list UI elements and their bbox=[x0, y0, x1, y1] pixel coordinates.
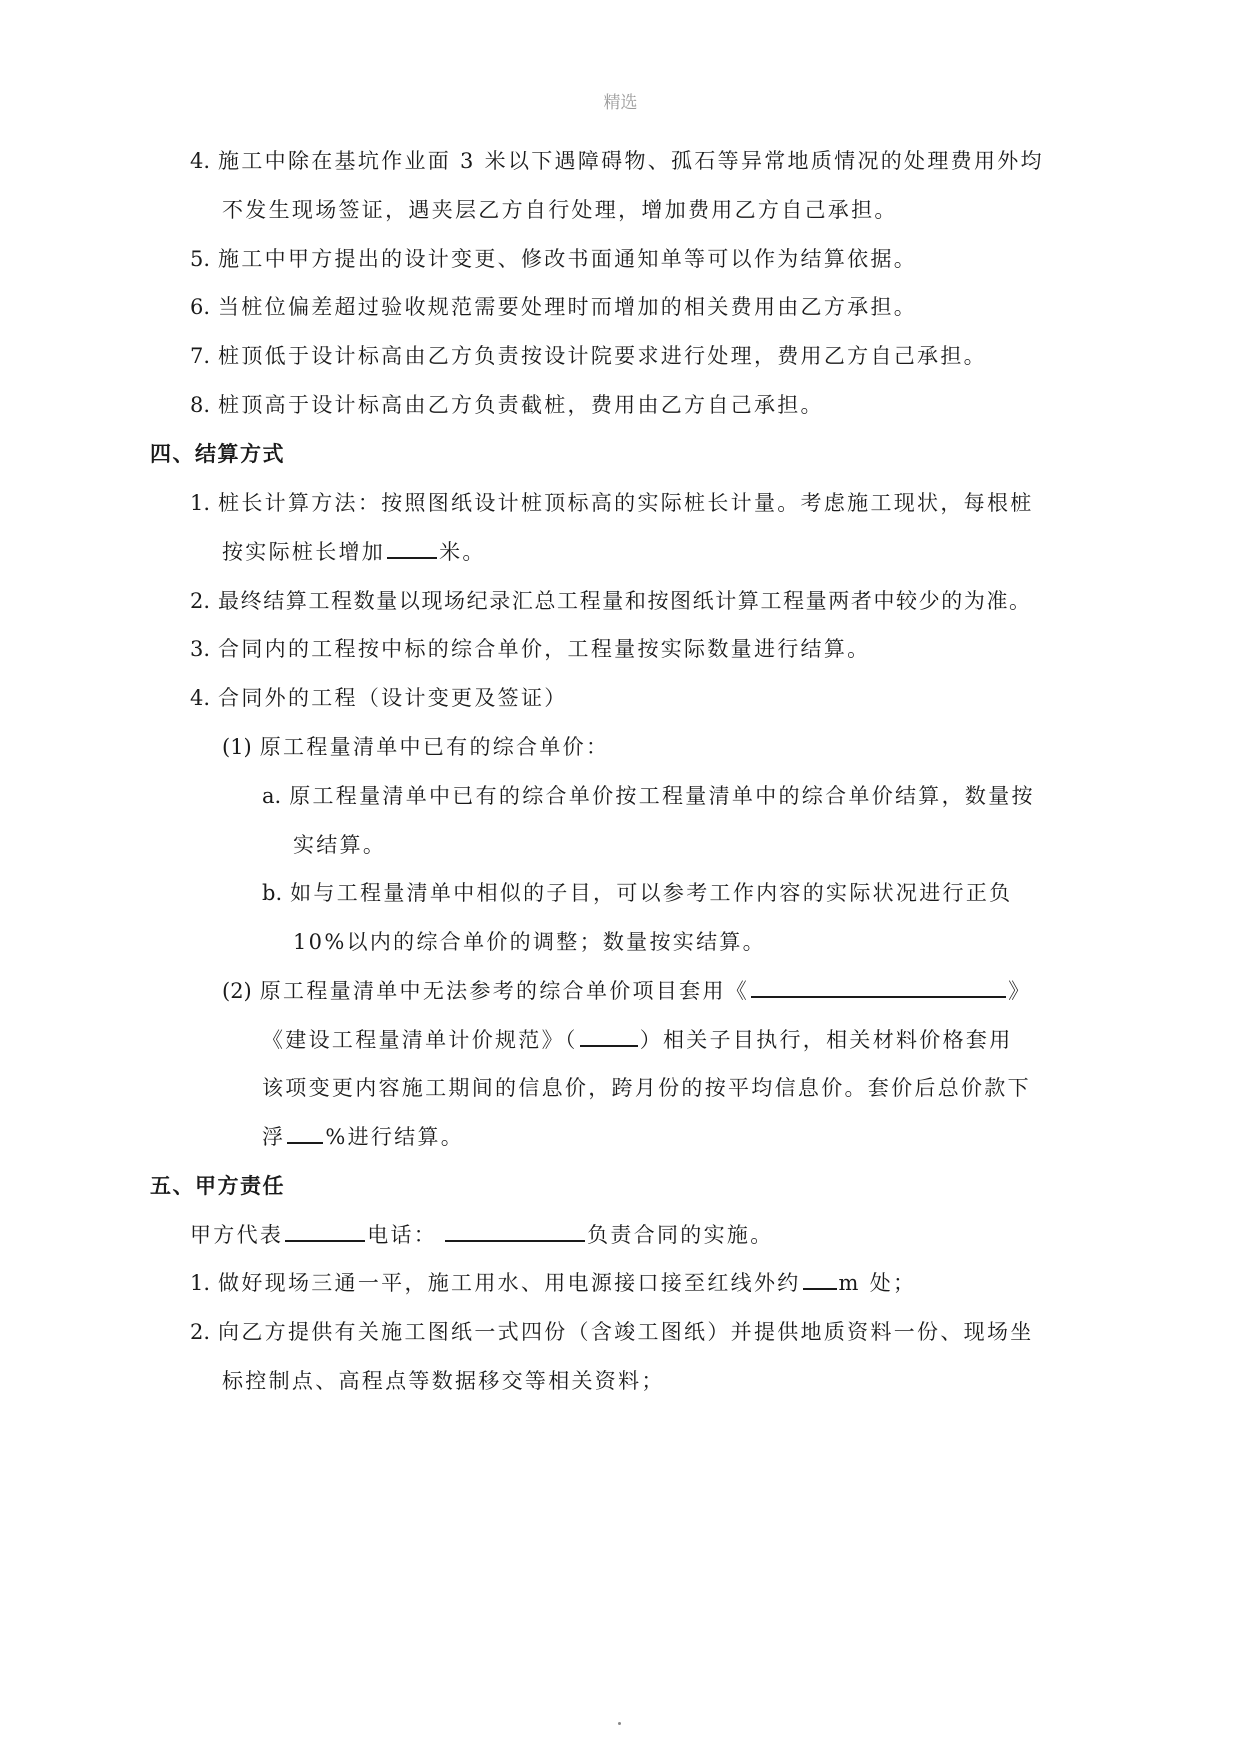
party-a-2-line-2: 标控制点、高程点等数据移交等相关资料； bbox=[222, 1369, 665, 1393]
fill-blank-pile-length[interactable] bbox=[387, 537, 437, 559]
settlement-4 bbox=[190, 683, 568, 713]
clause-text: 做好现场三通一平，施工用水、用电源接口接至红线外约 bbox=[218, 1271, 801, 1295]
clause-text: 当桩位偏差超过验收规范需要处理时而增加的相关费用由乙方承担。 bbox=[218, 295, 918, 319]
clause-number: 5. bbox=[190, 247, 211, 271]
clause-text: 向乙方提供有关施工图纸一式四份（含竣工图纸）并提供地质资料一份、现场坐 bbox=[218, 1320, 1034, 1344]
settlement-4-sub-1b-line-2: 10%以内的综合单价的调整；数量按实结算。 bbox=[293, 930, 766, 954]
clause-text: 桩长计算方法：按照图纸设计桩顶标高的实际桩长计量。考虑施工现状，每根桩 bbox=[218, 491, 1034, 515]
clause-text: %进行结算。 bbox=[325, 1125, 465, 1149]
settlement-4-sub-2-line-4 bbox=[262, 1122, 464, 1152]
clause-text: 合同内的工程按中标的综合单价，工程量按实际数量进行结算。 bbox=[218, 637, 871, 661]
party-a-representative bbox=[190, 1220, 774, 1250]
page-header: 精选 bbox=[603, 93, 638, 113]
settlement-1-line-2 bbox=[222, 537, 486, 567]
clause-text: 最终结算工程数量以现场纪录汇总工程量和按图纸计算工程量两者中较少的为准。 bbox=[218, 589, 1032, 613]
settlement-4-sub-1a-line-1 bbox=[262, 781, 1035, 811]
fill-blank-standard-version[interactable] bbox=[580, 1025, 638, 1047]
clause-number: 8. bbox=[190, 393, 211, 417]
fill-blank-phone[interactable] bbox=[445, 1220, 585, 1242]
settlement-4-sub-2-line-1 bbox=[222, 976, 1031, 1006]
clause-text: 原工程量清单中已有的综合单价按工程量清单中的综合单价结算，数量按 bbox=[289, 784, 1035, 808]
clause-text: 《建设工程量清单计价规范》（ bbox=[262, 1028, 578, 1052]
clause-8 bbox=[190, 390, 824, 420]
fill-blank-standard-name[interactable] bbox=[751, 976, 1006, 998]
clause-number: 1. bbox=[190, 491, 211, 515]
clause-4-line-1 bbox=[190, 146, 1044, 176]
settlement-2 bbox=[190, 586, 1032, 616]
clause-text: 桩顶低于设计标高由乙方负责按设计院要求进行处理，费用乙方自己承担。 bbox=[218, 344, 987, 368]
clause-text: 原工程量清单中已有的综合单价： bbox=[259, 735, 610, 759]
settlement-4-sub-2-line-3: 该项变更内容施工期间的信息价，跨月份的按平均信息价。套价后总价款下 bbox=[262, 1076, 1031, 1100]
section-heading-settlement: 四、结算方式 bbox=[150, 441, 285, 466]
clause-number: 4. bbox=[190, 149, 211, 173]
settlement-3 bbox=[190, 634, 870, 664]
fill-blank-discount-percent[interactable] bbox=[287, 1122, 323, 1144]
clause-text: 桩顶高于设计标高由乙方负责截桩，费用由乙方自己承担。 bbox=[218, 393, 824, 417]
clause-number: (1) bbox=[222, 735, 252, 759]
clause-text: 负责合同的实施。 bbox=[587, 1223, 774, 1247]
clause-number: 1. bbox=[190, 1271, 211, 1295]
clause-text: 浮 bbox=[262, 1125, 286, 1149]
clause-number: 7. bbox=[190, 344, 211, 368]
clause-4-line-2: 不发生现场签证，遇夹层乙方自行处理，增加费用乙方自己承担。 bbox=[222, 198, 898, 222]
clause-number: 2. bbox=[190, 1320, 211, 1344]
settlement-4-sub-1a-line-2: 实结算。 bbox=[293, 833, 387, 857]
clause-number: a. bbox=[262, 784, 282, 808]
clause-text: 合同外的工程（设计变更及签证） bbox=[218, 686, 568, 710]
fill-blank-representative[interactable] bbox=[285, 1220, 365, 1242]
clause-text: m 处； bbox=[838, 1271, 917, 1295]
settlement-1-line-1 bbox=[190, 488, 1034, 518]
clause-text: 按实际桩长增加 bbox=[222, 540, 386, 564]
clause-text: ）相关子目执行，相关材料价格套用 bbox=[639, 1028, 1013, 1052]
clause-7 bbox=[190, 341, 987, 371]
settlement-4-sub-2-line-2 bbox=[262, 1025, 1013, 1055]
settlement-4-sub-1 bbox=[222, 732, 609, 762]
clause-text: 施工中甲方提出的设计变更、修改书面通知单等可以作为结算依据。 bbox=[218, 247, 918, 271]
clause-text: 如与工程量清单中相似的子目，可以参考工作内容的实际状况进行正负 bbox=[290, 881, 1013, 905]
clause-text: 施工中除在基坑作业面 3 米以下遇障碍物、孤石等异常地质情况的处理费用外均 bbox=[218, 149, 1044, 173]
clause-number: (2) bbox=[222, 979, 252, 1003]
clause-number: b. bbox=[262, 881, 283, 905]
clause-text: 电话： bbox=[367, 1223, 438, 1247]
fill-blank-distance[interactable] bbox=[803, 1268, 837, 1290]
party-a-1 bbox=[190, 1268, 916, 1298]
party-a-2-line-1 bbox=[190, 1317, 1034, 1347]
section-heading-party-a: 五、甲方责任 bbox=[150, 1173, 285, 1198]
clause-text: 米。 bbox=[439, 540, 486, 564]
clause-6 bbox=[190, 292, 917, 322]
footer-dot bbox=[618, 1722, 621, 1725]
clause-text: 原工程量清单中无法参考的综合单价项目套用《 bbox=[259, 979, 750, 1003]
settlement-4-sub-1b-line-1 bbox=[262, 878, 1012, 908]
clause-5 bbox=[190, 244, 917, 274]
clause-number: 6. bbox=[190, 295, 211, 319]
clause-text: 》 bbox=[1008, 979, 1032, 1003]
clause-number: 2. bbox=[190, 589, 211, 613]
clause-number: 4. bbox=[190, 686, 211, 710]
clause-text: 甲方代表 bbox=[190, 1223, 284, 1247]
clause-number: 3. bbox=[190, 637, 211, 661]
